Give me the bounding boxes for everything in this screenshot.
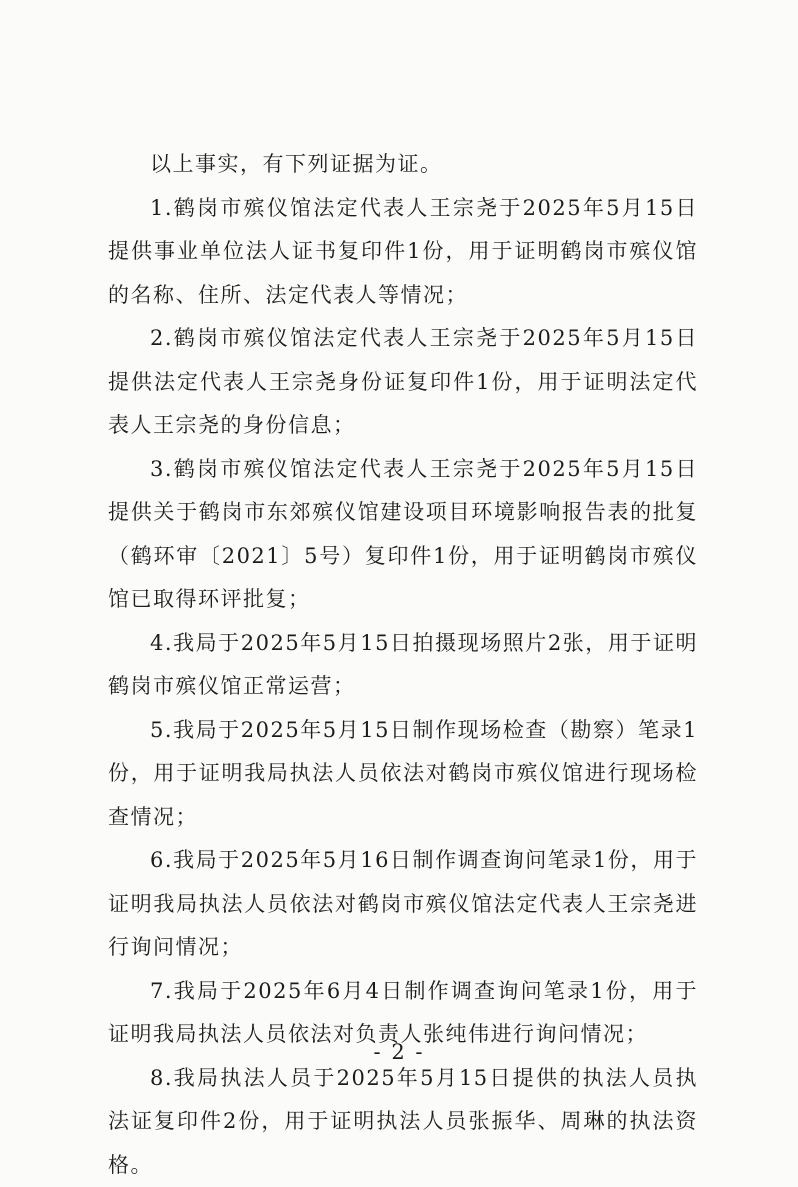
evidence-item-5: 5.我局于2025年5月15日制作现场检查（勘察）笔录1份，用于证明我局执法人员依法对鹤岗市殡仪馆进行现场检查情况；: [108, 709, 698, 840]
evidence-item-4: 4.我局于2025年5月15日拍摄现场照片2张，用于证明鹤岗市殡仪馆正常运营；: [108, 622, 698, 709]
evidence-item-2: 2.鹤岗市殡仪馆法定代表人王宗尧于2025年5月15日提供法定代表人王宗尧身份证复印件1份，用于证明法定代表人王宗尧的身份信息；: [108, 317, 698, 448]
evidence-item-8: 8.我局执法人员于2025年5月15日提供的执法人员执法证复印件2份，用于证明执法人员张振华、周琳的执法资格。: [108, 1057, 698, 1187]
evidence-item-7: 7.我局于2025年6月4日制作调查询问笔录1份，用于证明我局执法人员依法对负责人张纯伟进行询问情况；: [108, 970, 698, 1057]
evidence-item-3: 3.鹤岗市殡仪馆法定代表人王宗尧于2025年5月15日提供关于鹤岗市东郊殡仪馆建设项目环境影响报告表的批复（鹤环审〔2021〕5号）复印件1份，用于证明鹤岗市殡仪馆已取得环评批复；: [108, 448, 698, 622]
evidence-item-6: 6.我局于2025年5月16日制作调查询问笔录1份，用于证明我局执法人员依法对鹤岗市殡仪馆法定代表人王宗尧进行询问情况；: [108, 839, 698, 970]
document-body: [108, 143, 698, 1187]
page-number: - 2 -: [0, 1040, 798, 1064]
evidence-item-1: 1.鹤岗市殡仪馆法定代表人王宗尧于2025年5月15日提供事业单位法人证书复印件1份，用于证明鹤岗市殡仪馆的名称、住所、法定代表人等情况；: [108, 187, 698, 318]
evidence-intro: 以上事实，有下列证据为证。: [108, 143, 698, 187]
